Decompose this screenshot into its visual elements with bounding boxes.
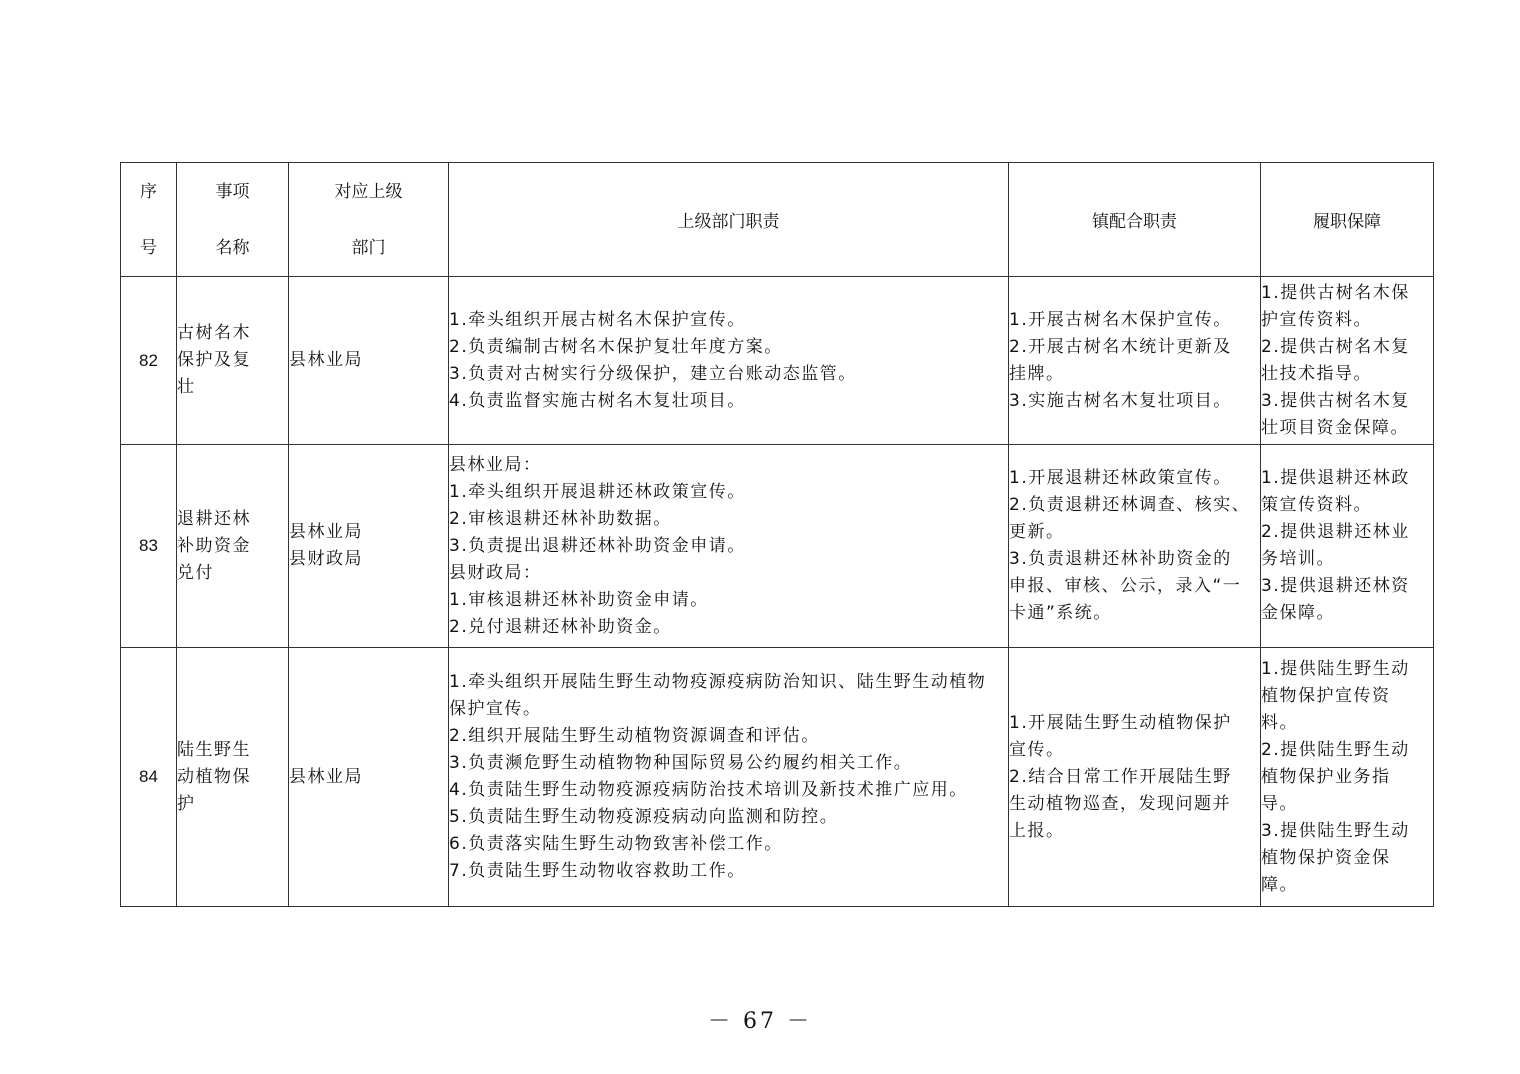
row-dept: 县林业局 县财政局 bbox=[289, 445, 449, 648]
header-upper-duties: 上级部门职责 bbox=[449, 163, 1009, 277]
row-upper-duties: 县林业局： 1.牵头组织开展退耕还林政策宣传。 2.审核退耕还林补助数据。 3.负责提出退耕还林补助资金申请。 县财政局： 1.审核退耕还林补助资金申请。 2.兑付退耕还林补助资金。 bbox=[449, 445, 1009, 648]
row-town-duties: 1.开展退耕还林政策宣传。 2.负责退耕还林调查、核实、 更新。 3.负责退耕还林补助资金的 申报、审核、公示，录入“一 卡通”系统。 bbox=[1009, 445, 1261, 648]
header-seq: 序 号 bbox=[121, 163, 177, 277]
header-dept: 对应上级 部门 bbox=[289, 163, 449, 277]
row-seq: 82 bbox=[121, 277, 177, 445]
row-seq: 83 bbox=[121, 445, 177, 648]
page-number: － 67 － bbox=[708, 1009, 812, 1034]
header-guarantee: 履职保障 bbox=[1261, 163, 1434, 277]
row-item-name: 古树名木 保护及复 壮 bbox=[177, 277, 289, 445]
row-town-duties: 1.开展陆生野生动植物保护 宣传。 2.结合日常工作开展陆生野 生动植物巡查，发现问题并 上报。 bbox=[1009, 648, 1261, 907]
row-guarantee: 1.提供古树名木保 护宣传资料。 2.提供古树名木复 壮技术指导。 3.提供古树名木复 壮项目资金保障。 bbox=[1261, 277, 1434, 445]
header-row bbox=[121, 163, 1434, 277]
row-item-name: 陆生野生 动植物保 护 bbox=[177, 648, 289, 907]
row-guarantee: 1.提供陆生野生动 植物保护宣传资 料。 2.提供陆生野生动 植物保护业务指 导。 3.提供陆生野生动 植物保护资金保 障。 bbox=[1261, 648, 1434, 907]
row-upper-duties: 1.牵头组织开展古树名木保护宣传。 2.负责编制古树名木保护复壮年度方案。 3.负责对古树实行分级保护，建立台账动态监管。 4.负责监督实施古树名木复壮项目。 bbox=[449, 277, 1009, 445]
row-dept: 县林业局 bbox=[289, 648, 449, 907]
table-row bbox=[121, 648, 1434, 907]
row-item-name: 退耕还林 补助资金 兑付 bbox=[177, 445, 289, 648]
duty-table bbox=[120, 162, 1434, 907]
row-guarantee: 1.提供退耕还林政 策宣传资料。 2.提供退耕还林业 务培训。 3.提供退耕还林资 金保障。 bbox=[1261, 445, 1434, 648]
row-dept: 县林业局 bbox=[289, 277, 449, 445]
table-row bbox=[121, 445, 1434, 648]
header-item-name: 事项 名称 bbox=[177, 163, 289, 277]
row-seq: 84 bbox=[121, 648, 177, 907]
header-town-duties: 镇配合职责 bbox=[1009, 163, 1261, 277]
row-town-duties: 1.开展古树名木保护宣传。 2.开展古树名木统计更新及 挂牌。 3.实施古树名木复壮项目。 bbox=[1009, 277, 1261, 445]
row-upper-duties: 1.牵头组织开展陆生野生动物疫源疫病防治知识、陆生野生动植物 保护宣传。 2.组织开展陆生野生动植物资源调查和评估。 3.负责濒危野生动植物物种国际贸易公约履约相关工作。 4.负责陆生野生动物疫源疫病防治技术培训及新技术推广应用。 5.负责陆生野生动物疫源疫病动向监测和防控。 6.负责落实陆生野生动物致害补偿工作。 7.负责陆生野生动物收容救助工作。 bbox=[449, 648, 1009, 907]
table-row bbox=[121, 277, 1434, 445]
